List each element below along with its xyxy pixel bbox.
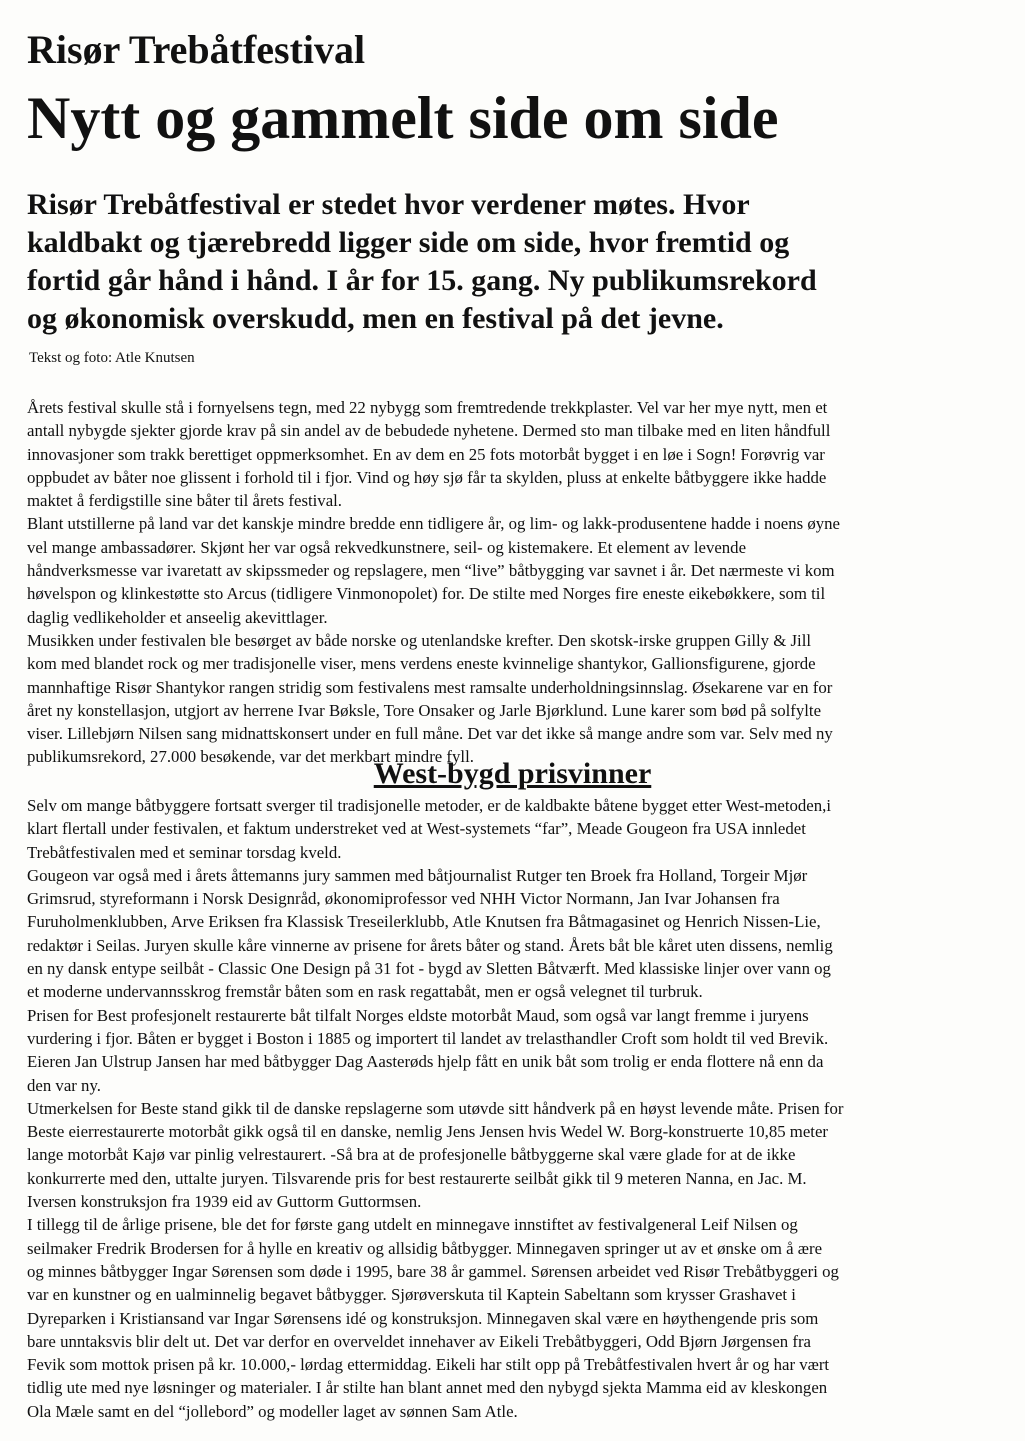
text-line: Beste eierrestaurerte motorbåt gikk også til en danske, nemlig Jens Jensen hvis Wedel W. Borg-konstruerte 10,85 meter [27,1122,829,1142]
text-line: året ny konstellasjon, utgjort av herrene Ivar Bøksle, Tore Onsaker og Jarle Bjørklund. Lune karer som bød på solfylte [27,700,822,720]
text-line: Grimsrud, styreformann i Norsk Designråd, økonomiprofessor ved NHH Victor Normann, Jan Ivar Johansen fra [27,889,780,909]
text-line: konkurrerte med den, uttalte juryen. Tilsvarende pris for best restaurerte seilbåt gikk til 9 meteren Nanna, en Jac. M. [27,1168,807,1188]
text-line: Iversen konstruksjon fra 1939 eid av Guttorm Guttormsen. [27,1192,422,1212]
text-line: Årets festival skulle stå i fornyelsens tegn, med 22 nybygg som fremtredende trekkplaster. Vel var her mye nytt, men et [27,398,828,417]
text-line: den var ny. [27,1075,101,1095]
text-line: redaktør i Seilas. Juryen skulle kåre vinnerne av prisene for årets båter og stand. Årets båt ble kåret uten dissens, nemlig [27,935,833,955]
text-line: vurdering i fjor. Båten er bygget i Boston i 1885 og importert til landet av trelasthandler Croft som holdt til ved Brevik. [27,1028,829,1048]
article-byline: Tekst og foto: Atle Knutsen [29,350,195,366]
text-line: var en kunstner og en ualminnelig begavet båtbygger. Sjørøverskuta til Kaptein Sabeltann som krysser Grashavet i [27,1285,796,1305]
text-line: Ola Mæle samt en del “jollebord” og modeller laget av sønnen Sam Atle. [27,1401,518,1421]
text-line: Musikken under festivalen ble besørget av både norske og utenlandske krefter. Den skotsk-irske gruppen Gilly & Jill [27,630,812,650]
text-line: oppbudet av båter noe glissent i forhold til i fjor. Vind og høy sjø får ta skylden, pluss at enkelte båtbyggere ikke hadde [27,467,827,487]
text-line: seilmaker Fredrik Brodersen for å hylle en kreativ og allsidig båtbygger. Minnegaven springer ut av et ønske om å ære [27,1238,823,1258]
article-headline: Nytt og gammelt side om side [27,85,779,151]
article-body-part2 [27,794,1017,1423]
text-line: maktet å ferdigstille sine båter til årets festival. [27,491,343,511]
text-line: kom med blandet rock og mer tradisjonelle viser, mens verdens eneste kvinnelige shantykor, Gallionsfigurene, gjorde [27,654,816,674]
text-line: høvelspon og klinkestøtte sto Arcus (tidligere Vinmonopolet) for. De stilte med Norges fire eneste eikebøkkere, som til [27,584,826,604]
text-line: daglig vedlikeholder et anseelig akevittlager. [27,607,328,627]
text-line: Selv om mange båtbyggere fortsatt sverger til tradisjonelle metoder, er de kaldbakte båtene bygget etter West-metoden,i [27,796,831,815]
text-line: antall nybygde sjekter gjorde krav på sin andel av de bebudede nyhetene. Dermed sto man tilbake med en liten håndfull [27,421,831,441]
article-subheading: West-bygd prisvinner [373,757,652,790]
text-line: Fevik som mottok prisen på kr. 10.000,- lørdag ettermiddag. Eikeli har stilt opp på Trebåtfestivalen hvert år og har vært [27,1355,830,1375]
text-line: fortid går hånd i hånd. I år for 15. gang. Ny publikumsrekord [27,264,817,297]
text-line: Risør Trebåtfestival er stedet hvor verdener møtes. Hvor [27,188,750,221]
text-line: kaldbakt og tjærebredd ligger side om side, hvor fremtid og [27,226,790,259]
text-line: vel mange ambassadører. Skjønt her var også rekvedkunstnere, seil- og kistemakere. Et element av levende [27,537,747,557]
text-line: håndverksmesse var ivaretatt av skipssmeder og repslagere, men “live” båtbygging var savnet i år. Det nærmeste vi kom [27,561,835,581]
article-lead [27,186,1017,338]
text-line: tidlig ute med nye løsninger og materialer. I år stilte han blant annet med den nybygd sjekta Mamma eid av kleskongen [27,1378,828,1398]
text-line: Furuholmenklubben, Arve Eriksen fra Klassisk Treseilerklubb, Atle Knutsen fra Båtmagasinet og Henrich Nissen-Lie, [27,912,821,932]
text-line: bare unntaksvis blir delt ut. Det var derfor en overveldet innehaver av Eikeli Trebåtbyggeri, Odd Bjørn Jørgensen fra [27,1331,811,1351]
text-line: Prisen for Best profesjonelt restaurerte båt tilfalt Norges eldste motorbåt Maud, som også var langt fremme i juryens [27,1005,809,1025]
text-line: Eieren Jan Ulstrup Jansen har med båtbygger Dag Aasterøds hjelp fått en unik båt som trolig er enda flottere nå enn da [27,1052,824,1072]
text-line: Blant utstillerne på land var det kanskje mindre bredde enn tidligere år, og lim- og lakk-produsentene hadde i noens øyne [27,514,840,534]
text-line: innovasjoner som trakk berettiget oppmerksomhet. En av dem en 25 fots motorbåt bygget i en løe i Sogn! Forøvrig var [27,444,825,464]
text-line: Trebåtfestivalen med et seminar torsdag kveld. [27,842,342,862]
text-line: Utmerkelsen for Beste stand gikk til de danske repslagerne som utøvde sitt håndverk på en høyst levende måte. Prisen for [27,1098,844,1118]
article-kicker: Risør Trebåtfestival [27,27,366,72]
text-line: og minnes båtbygger Ingar Sørensen som døde i 1995, bare 38 år gammel. Sørensen arbeidet ved Risør Trebåtbyggeri og [27,1261,839,1281]
text-line: en ny dansk entype seilbåt - Classic One Design på 31 fot - bygd av Sletten Båtværft. Med klassiske linjer over vann og [27,959,831,979]
text-line: et moderne undervannsskrog fremstår båten som en rask regattabåt, men er også velegnet til turbruk. [27,982,703,1002]
text-line: Gougeon var også med i årets åttemanns jury sammen med båtjournalist Rutger ten Broek fra Holland, Torgeir Mjør [27,865,808,885]
text-line: viser. Lillebjørn Nilsen sang midnattskonsert under en full måne. Det var det ikke så mange andre som var. Selv med ny [27,724,833,744]
text-line: publikumsrekord, 27.000 besøkende, var det merkbart mindre fyll. [27,747,474,767]
text-line: mannhaftige Risør Shantykor rangen stridig som festivalens mest ramsalte underholdningsinnslag. Øsekarene var en for [27,677,833,697]
text-line: klart flertall under festivalen, et faktum understreket ved at West-systemets “far”, Meade Gougeon fra USA innledet [27,819,806,839]
text-line: lange motorbåt Kajø var pinlig velrestaurert. -Så bra at de profesjonelle båtbyggerne skal være glade for at de ikke [27,1145,796,1165]
article-body-part1 [27,396,1017,769]
text-line: I tillegg til de årlige prisene, ble det for første gang utdelt en minnegave innstiftet av festivalgeneral Leif Nilsen og [27,1215,798,1235]
text-line: Dyreparken i Kristiansand var Ingar Sørensens idé og konstruksjon. Minnegaven skal være en høythengende pris som [27,1308,819,1328]
text-line: og økonomisk overskudd, men en festival på det jevne. [27,302,724,335]
